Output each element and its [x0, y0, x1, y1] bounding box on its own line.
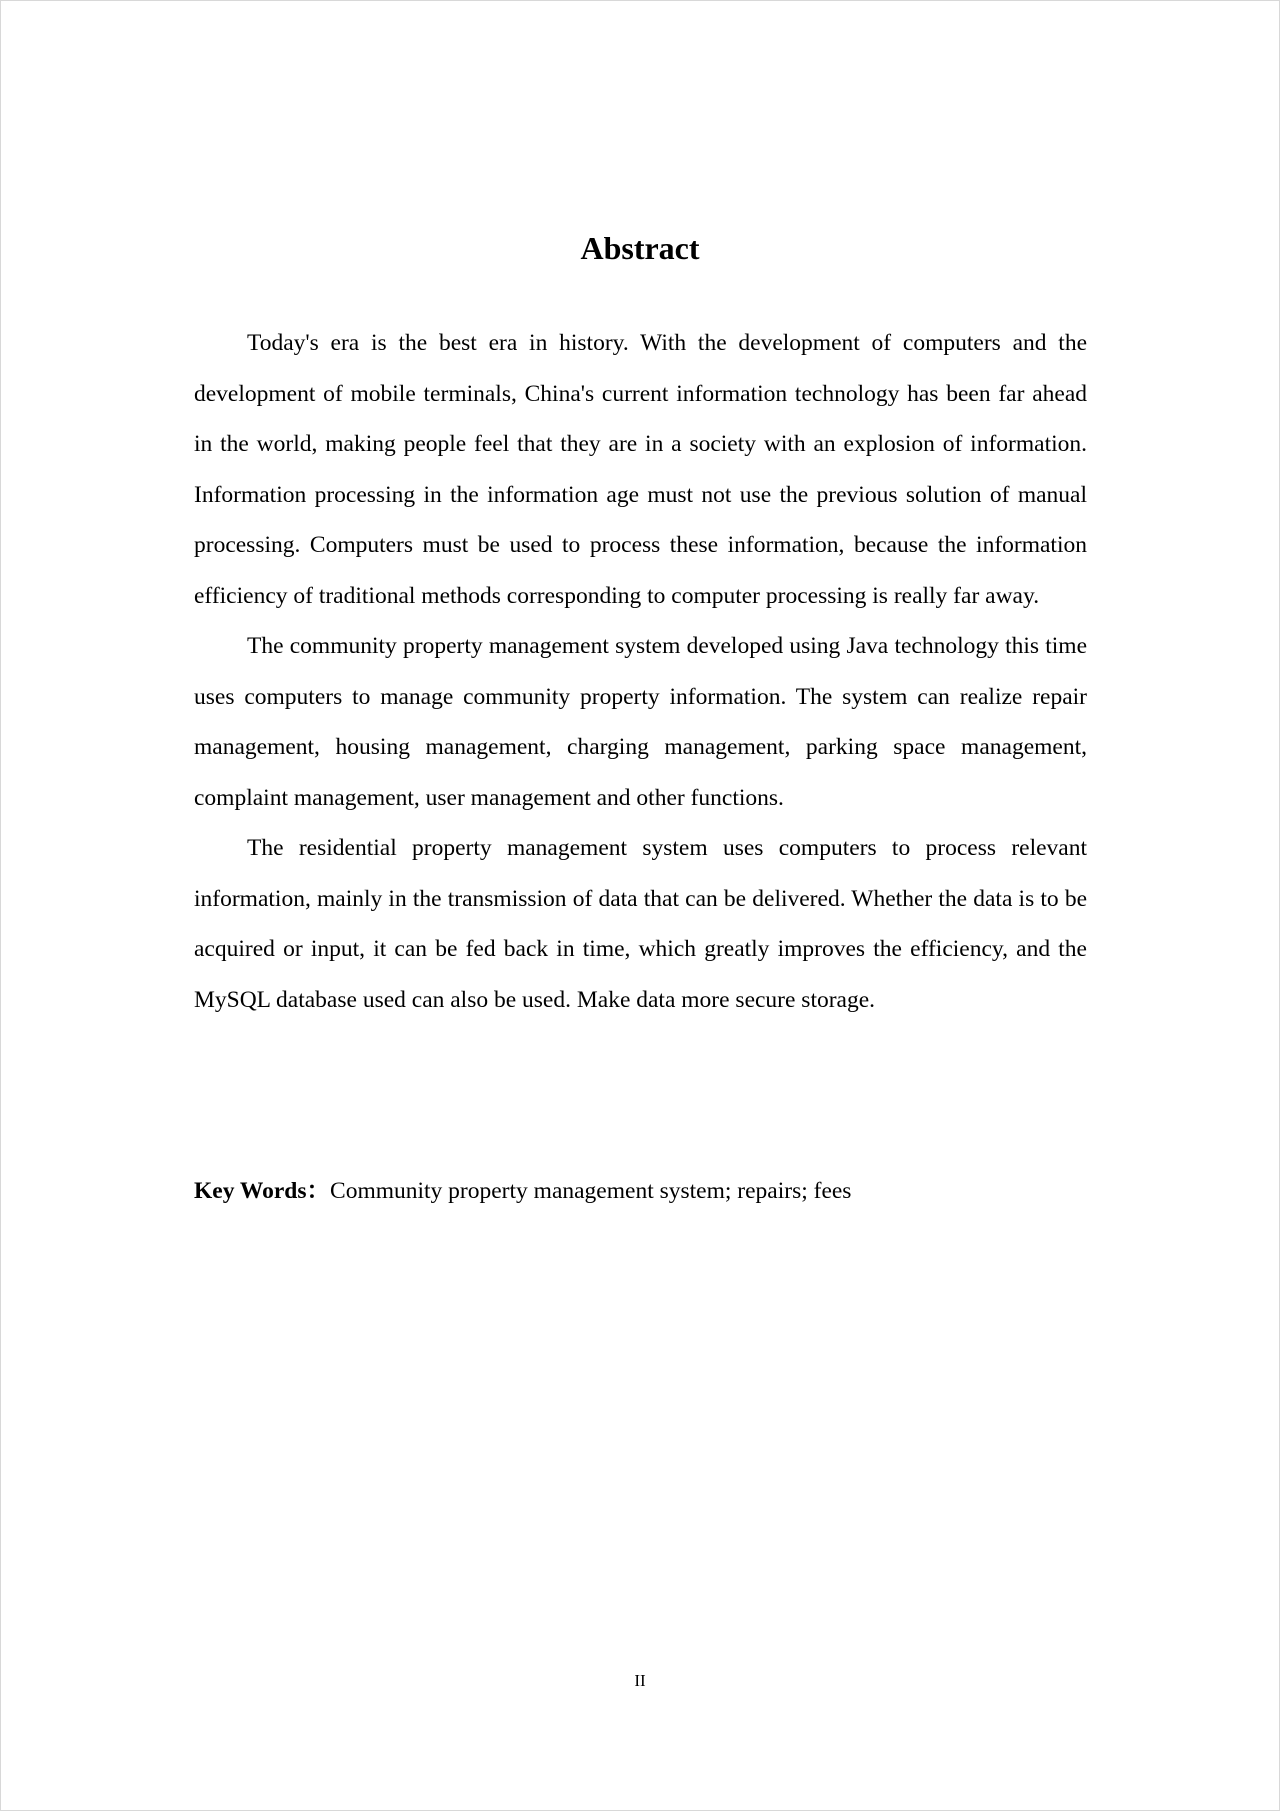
keywords-value: Community property management system; repairs; fees [330, 1178, 852, 1204]
abstract-paragraph: The residential property management system uses computers to process relevant information, mainly in the transmission of data that can be delivered. Whether the data is to be acquired or input, it can be fed back in time, which greatly improves the efficiency, and the MySQL database used can also be used. Make data more secure storage. [194, 835, 1087, 1013]
keywords-line [194, 1168, 1087, 1214]
page-title: Abstract [580, 230, 700, 266]
page-number: II [634, 1671, 646, 1690]
abstract-paragraph: The community property management system developed using Java technology this time uses computers to manage community property information. The system can realize repair management, housing management, charging management, parking space management, complaint management, user management and other functions. [194, 633, 1087, 811]
keywords-label: Key Words： [194, 1178, 331, 1204]
abstract-paragraph: Today's era is the best era in history. With the development of computers and the development of mobile terminals, China's current information technology has been far ahead in the world, making people feel that they are in a society with an explosion of information. Information processing in the information age must not use the previous solution of manual processing. Computers must be used to process these information, because the information efficiency of traditional methods corresponding to computer processing is really far away. [194, 330, 1087, 609]
abstract-body [194, 318, 1087, 1025]
